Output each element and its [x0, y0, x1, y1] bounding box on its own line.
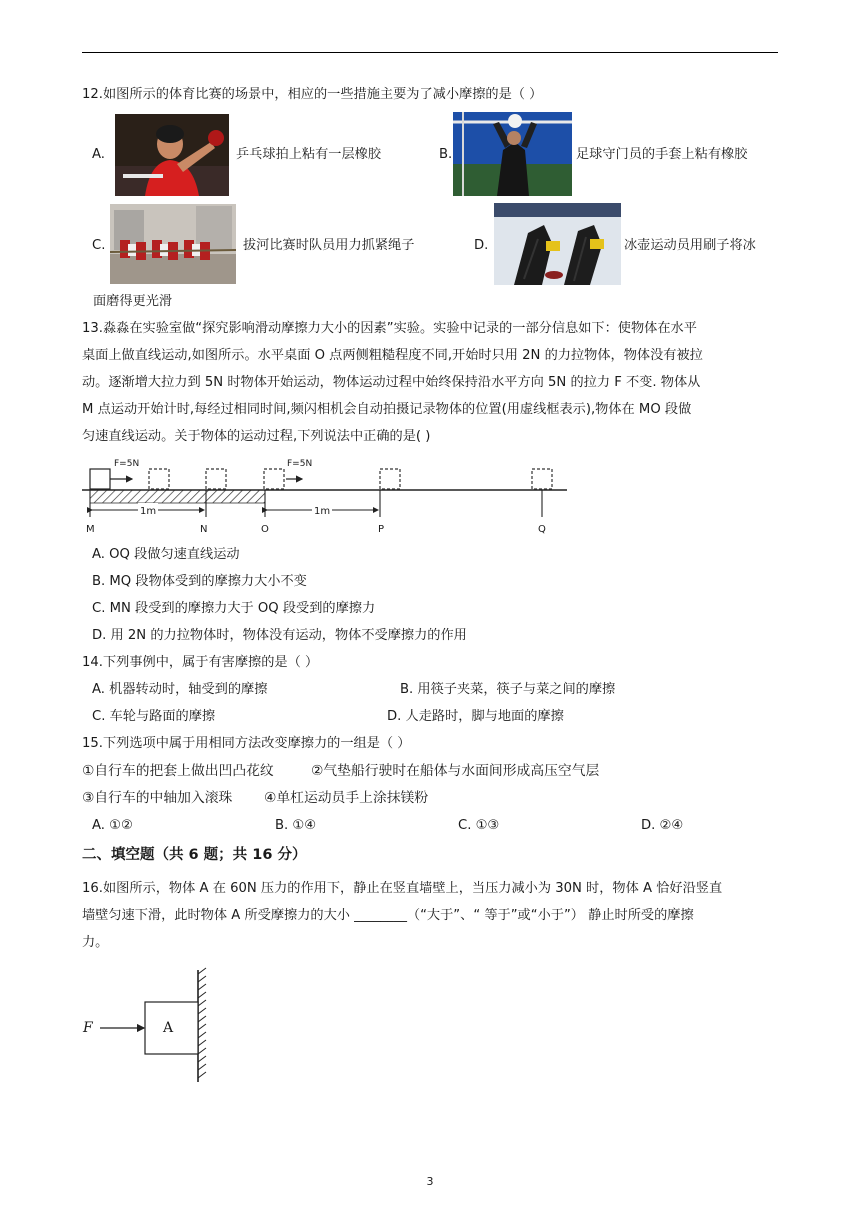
- q12-option-a-text[interactable]: 乒乓球拍上粘有一层橡胶: [236, 147, 382, 162]
- q13-stem-line1: 13.淼淼在实验室做“探究影响滑动摩擦力大小的因素”实验。实验中记录的一部分信息如下：使物体在水平: [82, 321, 697, 336]
- q15-option-c[interactable]: C. ①③: [458, 818, 500, 833]
- q15-item-1: ①自行车的把套上做出凹凸花纹: [82, 763, 274, 779]
- q12-option-b-text[interactable]: 足球守门员的手套上粘有橡胶: [576, 147, 748, 162]
- q15-item-3: ③自行车的中轴加入滚珠: [82, 790, 233, 806]
- q12-option-d-text[interactable]: 冰壶运动员用刷子将冰: [624, 238, 756, 253]
- q13-option-d[interactable]: D. 用 2N 的力拉物体时，物体没有运动，物体不受摩擦力的作用: [92, 628, 467, 643]
- section-title-fill-blank: 二、填空题（共 6 题；共 16 分）: [82, 847, 307, 863]
- q12-option-c-text[interactable]: 拔河比赛时队员用力抓紧绳子: [243, 238, 415, 253]
- tug-of-war-photo: [110, 204, 236, 284]
- force-label-f: F: [83, 1020, 93, 1036]
- force-label-2: F=5N: [287, 459, 313, 469]
- q15-stem: 15.下列选项中属于用相同方法改变摩擦力的一组是（ ）: [82, 736, 411, 751]
- q13-option-b[interactable]: B. MQ 段物体受到的摩擦力大小不变: [92, 574, 307, 589]
- q12-option-d-label[interactable]: D.: [474, 238, 489, 253]
- q13-option-c[interactable]: C. MN 段受到的摩擦力大于 OQ 段受到的摩擦力: [92, 601, 376, 616]
- q15-option-b[interactable]: B. ①④: [275, 818, 317, 833]
- q13-motion-diagram: [82, 455, 572, 539]
- curling-photo: [494, 203, 621, 285]
- page-number: 3: [426, 1175, 434, 1188]
- q15-option-a[interactable]: A. ①②: [92, 818, 133, 833]
- goalkeeper-photo: [453, 112, 572, 196]
- q15-item-2: ②气垫船行驶时在船体与水面间形成高压空气层: [311, 763, 600, 779]
- table-tennis-photo: [115, 114, 229, 196]
- q14-option-d[interactable]: D. 人走路时，脚与地面的摩擦: [387, 709, 564, 724]
- q13-stem-line4: M 点运动开始计时,每经过相同时间,频闪相机会自动拍摄记录物体的位置(用虚线框表示),物体在 MO 段做: [82, 402, 692, 417]
- force-label-1: F=5N: [114, 459, 140, 469]
- q14-option-a[interactable]: A. 机器转动时，轴受到的摩擦: [92, 682, 268, 697]
- block-label-a: A: [163, 1020, 174, 1036]
- point-m: M: [86, 524, 95, 535]
- q16-stem-line3: 力。: [82, 935, 109, 950]
- q12-stem: 12.如图所示的体育比赛的场景中，相应的一些措施主要为了减小摩擦的是（ ）: [82, 87, 543, 102]
- q13-stem-line2: 桌面上做直线运动,如图所示。水平桌面 O 点两侧粗糙程度不同,开始时只用 2N 的力拉物体，物体没有被拉: [82, 348, 703, 363]
- q13-stem-line3: 动。逐渐增大拉力到 5N 时物体开始运动，物体运动过程中始终保持沿水平方向 5N 的拉力 F 不变. 物体从: [82, 375, 701, 390]
- q16-stem-line1: 16.如图所示，物体 A 在 60N 压力的作用下，静止在竖直墙壁上，当压力减小为 30N 时，物体 A 恰好沿竖直: [82, 881, 723, 896]
- point-o: O: [261, 524, 269, 535]
- point-n: N: [200, 524, 208, 535]
- q15-option-d[interactable]: D. ②④: [641, 818, 684, 833]
- q14-option-c[interactable]: C. 车轮与路面的摩擦: [92, 709, 216, 724]
- point-q: Q: [538, 524, 546, 535]
- q16-stem-line2: 墙壁匀速下滑，此时物体 A 所受摩擦力的大小 ________（“大于”、“ 等于”或“小于”） 静止时所受的摩擦: [82, 908, 694, 923]
- q12-option-c-label[interactable]: C.: [92, 238, 106, 253]
- q15-item-4: ④单杠运动员手上涂抹镁粉: [264, 790, 429, 806]
- header-rule: [82, 52, 778, 53]
- q12-option-b-label[interactable]: B.: [439, 147, 453, 162]
- distance-label-1: 1m: [138, 503, 158, 521]
- q13-option-a[interactable]: A. OQ 段做匀速直线运动: [92, 547, 240, 562]
- point-p: P: [378, 524, 385, 535]
- q13-stem-line5: 匀速直线运动。关于物体的运动过程,下列说法中正确的是( ): [82, 429, 431, 444]
- q14-option-b[interactable]: B. 用筷子夹菜，筷子与菜之间的摩擦: [400, 682, 616, 697]
- q14-stem: 14.下列事例中，属于有害摩擦的是（ ）: [82, 655, 319, 670]
- q12-option-a-label[interactable]: A.: [92, 147, 105, 162]
- q12-option-d-text-cont: 面磨得更光滑: [93, 294, 173, 309]
- distance-label-2: 1m: [312, 503, 332, 521]
- q16-wall-diagram: [80, 966, 220, 1086]
